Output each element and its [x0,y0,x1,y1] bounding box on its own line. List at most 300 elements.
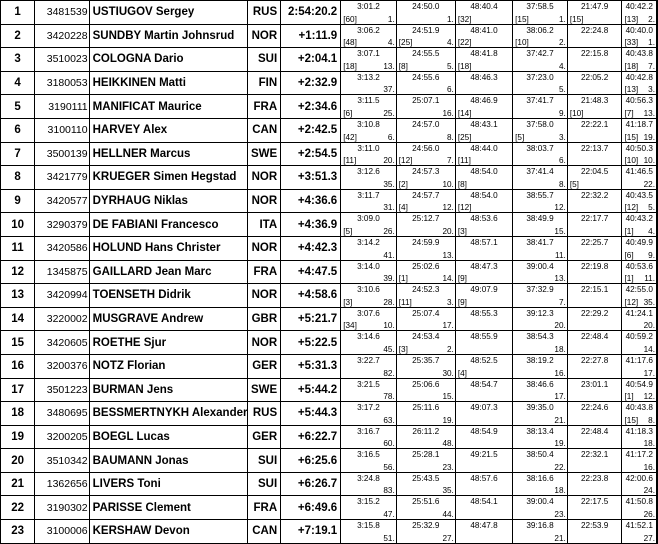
rank-cell: 11 [1,236,35,260]
athlete-name-cell: BESSMERTNYKH Alexander [89,402,248,426]
split-rank: 21. [554,415,566,425]
split-rank: 16. [643,462,655,472]
split-time: 38:13.4 [526,426,554,436]
split-time-cell [341,260,397,284]
empty-cell [657,24,658,48]
split-time: 38:16.6 [526,473,554,483]
athlete-name-cell: DE FABIANI Francesco [89,213,248,237]
split-rank: 2. [648,14,655,24]
rank-cell: 20 [1,449,35,473]
split-rank: 1. [446,14,454,24]
split-time: 40:43.8 [625,403,653,413]
split-time-cell [513,354,568,378]
athlete-name-cell: ROETHE Sjur [89,331,248,355]
split-bonus: [10] [515,38,529,48]
split-rank: 15. [554,226,566,236]
split-rank: 6. [558,156,566,166]
athlete-name-cell: GAILLARD Jean Marc [89,260,248,284]
split-time-cell [513,260,568,284]
split-time: 3:09.0 [357,214,380,224]
split-time-cell [622,236,657,260]
split-rank: 78. [383,392,395,402]
finish-time-cell: +3:51.3 [281,166,341,190]
empty-cell [657,142,658,166]
split-time: 37:41.4 [526,167,554,177]
empty-cell [657,402,658,426]
split-rank: 12. [442,203,454,213]
split-time-cell [396,213,455,237]
split-time-cell [622,213,657,237]
split-time-cell [567,189,622,213]
table-row [1,378,658,402]
split-time: 3:15.8 [357,521,380,531]
split-time-cell [567,307,622,331]
split-time-cell [567,213,622,237]
split-time-cell [341,236,397,260]
split-time-cell [396,166,455,190]
rank-cell: 2 [1,24,35,48]
split-bonus: [10] [569,108,584,118]
split-time: 24:57.0 [412,119,440,129]
split-rank: 30. [442,368,454,378]
split-time: 3:14.0 [357,261,380,271]
nation-cell: GER [248,425,281,449]
split-time: 48:43.1 [470,119,498,129]
split-rank: 26. [643,510,655,520]
split-time: 38:19.2 [526,355,554,365]
table-row [1,48,658,72]
split-time-cell [622,354,657,378]
split-bonus: [11] [398,297,412,307]
finish-time-cell: +6:25.6 [281,449,341,473]
split-time-cell [341,213,397,237]
finish-time-cell: +6:49.6 [281,496,341,520]
split-time-cell [341,425,397,449]
split-time-cell [396,95,455,119]
split-time-cell [396,260,455,284]
split-time: 24:55.6 [412,72,440,82]
split-rank: 19. [554,439,566,449]
split-bonus: [6] [624,250,634,260]
split-rank: 20. [554,321,566,331]
table-row [1,354,658,378]
fis-code-cell: 3420994 [35,284,89,308]
split-rank: 20. [442,226,454,236]
split-time: 26:11.2 [412,426,440,436]
split-time: 3:15.2 [357,497,380,507]
split-time-cell [455,260,512,284]
split-time: 40:49.9 [625,237,653,247]
split-time-cell [567,496,622,520]
split-rank: 31. [383,203,395,213]
empty-cell [657,425,658,449]
split-time: 37:58.0 [526,119,554,129]
split-time: 24:52.3 [412,285,440,295]
split-time: 22:29.2 [580,308,609,318]
split-bonus: [18] [457,61,472,71]
split-time: 37:42.7 [526,49,554,59]
nation-cell: SUI [248,449,281,473]
split-time: 38:55.7 [526,190,554,200]
split-time-cell [567,48,622,72]
split-time-cell [455,449,512,473]
fis-code-cell: 3290379 [35,213,89,237]
split-time: 25:02.6 [412,261,440,271]
nation-cell: NOR [248,236,281,260]
split-time: 22:17.7 [580,214,609,224]
nation-cell: NOR [248,166,281,190]
split-time: 42:00.6 [625,473,653,483]
split-time: 22:32.2 [580,190,609,200]
rank-cell: 6 [1,118,35,142]
split-time-cell [513,118,568,142]
table-row [1,425,658,449]
athlete-name-cell: USTIUGOV Sergey [89,1,248,25]
nation-cell: SWE [248,142,281,166]
split-time-cell [396,496,455,520]
split-time: 41:18.3 [625,426,653,436]
fis-code-cell: 3421779 [35,166,89,190]
split-time-cell [455,307,512,331]
split-rank: 35. [643,297,655,307]
split-time: 22:48.4 [580,332,609,342]
split-rank: 11. [555,250,566,260]
split-rank: 10. [383,321,395,331]
table-row [1,284,658,308]
split-bonus: [15] [569,14,584,24]
athlete-name-cell: MANIFICAT Maurice [89,95,248,119]
rank-cell: 4 [1,71,35,95]
split-time-cell [622,48,657,72]
split-time-cell [455,520,512,544]
fis-code-cell: 3180053 [35,71,89,95]
split-time: 25:32.9 [412,521,440,531]
finish-time-cell: 2:54:20.2 [281,1,341,25]
split-time-cell [396,402,455,426]
split-time-cell [396,449,455,473]
split-time-cell [341,1,397,25]
split-time: 48:41.0 [470,25,498,35]
split-time-cell [567,118,622,142]
split-time: 48:57.1 [470,237,498,247]
split-time: 22:25.7 [580,237,609,247]
split-rank: 13. [442,250,454,260]
split-time: 24:56.0 [412,143,440,153]
empty-cell [657,189,658,213]
split-bonus: [11] [457,156,471,166]
split-time: 24:53.4 [412,332,440,342]
split-bonus: [12] [624,297,639,307]
nation-cell: NOR [248,189,281,213]
athlete-name-cell: BURMAN Jens [89,378,248,402]
finish-time-cell: +5:31.3 [281,354,341,378]
split-time-cell [455,71,512,95]
table-row [1,331,658,355]
split-time-cell [341,520,397,544]
athlete-name-cell: SUNDBY Martin Johnsrud [89,24,248,48]
nation-cell: RUS [248,402,281,426]
split-rank: 16. [442,108,454,118]
split-rank: 48. [442,439,454,449]
athlete-name-cell: COLOGNA Dario [89,48,248,72]
split-time-cell [622,425,657,449]
rank-cell: 14 [1,307,35,331]
table-row [1,213,658,237]
rank-cell: 8 [1,166,35,190]
split-bonus: [60] [343,14,357,24]
split-time-cell [341,472,397,496]
finish-time-cell: +2:54.5 [281,142,341,166]
split-time: 25:51.6 [412,497,440,507]
split-bonus: [15] [624,132,639,142]
split-time-cell [622,142,657,166]
split-rank: 6. [387,132,395,142]
split-bonus: [9] [457,297,467,307]
split-time-cell [513,95,568,119]
split-rank: 18. [643,439,655,449]
split-time: 37:58.5 [526,2,554,11]
split-time: 49:07.9 [470,285,498,295]
split-time: 41:50.8 [625,497,653,507]
split-bonus: [12] [624,203,639,213]
empty-cell [657,1,658,25]
split-time: 24:59.9 [412,237,440,247]
table-row [1,260,658,284]
split-time: 48:47.3 [470,261,498,271]
split-time-cell [341,95,397,119]
rank-cell: 17 [1,378,35,402]
split-bonus: [10] [624,156,639,166]
split-time-cell [622,95,657,119]
athlete-name-cell: NOTZ Florian [89,354,248,378]
split-time: 3:16.7 [357,426,380,436]
split-time-cell [396,425,455,449]
split-rank: 28. [383,297,395,307]
split-time-cell [513,331,568,355]
split-time: 3:22.7 [357,355,380,365]
split-time-cell [513,307,568,331]
split-time-cell [455,48,512,72]
split-time: 38:50.4 [526,450,554,460]
split-rank: 2. [558,38,566,48]
split-time: 25:12.7 [412,214,440,224]
table-row [1,142,658,166]
fis-code-cell: 3510023 [35,48,89,72]
finish-time-cell: +4:36.6 [281,189,341,213]
split-rank: 24. [643,486,655,496]
split-rank: 13. [554,274,566,284]
split-rank: 19. [442,415,454,425]
split-bonus: [8] [398,61,408,71]
split-rank: 1. [648,38,655,48]
split-rank: 8. [446,132,454,142]
split-time: 3:13.2 [357,72,380,82]
split-time: 24:50.0 [412,2,440,11]
split-time-cell [513,449,568,473]
split-time: 40:59.2 [625,332,653,342]
finish-time-cell: +5:21.7 [281,307,341,331]
split-time: 39:16.8 [526,521,554,531]
split-bonus: [6] [343,108,353,118]
split-bonus: [8] [457,179,467,189]
split-time-cell [341,331,397,355]
split-time-cell [622,378,657,402]
nation-cell: NOR [248,331,281,355]
split-rank: 17. [554,392,566,402]
split-time: 23:01.1 [580,379,609,389]
split-time-cell [513,520,568,544]
split-time-cell [513,71,568,95]
fis-code-cell: 3510342 [35,449,89,473]
fis-code-cell: 3190111 [35,95,89,119]
split-bonus: [15] [624,415,639,425]
split-time: 48:40.4 [470,2,498,11]
empty-cell [657,378,658,402]
empty-cell [657,284,658,308]
fis-code-cell: 1362656 [35,472,89,496]
split-time-cell [455,166,512,190]
split-time-cell [341,496,397,520]
nation-cell: GER [248,354,281,378]
athlete-name-cell: MUSGRAVE Andrew [89,307,248,331]
split-time: 25:06.6 [412,379,440,389]
split-rank: 18. [554,344,566,354]
empty-cell [657,71,658,95]
split-time: 22:17.5 [580,497,609,507]
split-time-cell [396,307,455,331]
split-time-cell [622,284,657,308]
split-bonus: [3] [398,344,408,354]
split-time: 25:43.5 [412,473,440,483]
finish-time-cell: +5:44.2 [281,378,341,402]
finish-time-cell: +4:36.9 [281,213,341,237]
split-bonus: [25] [398,38,413,48]
split-time-cell [513,142,568,166]
split-rank: 27. [643,533,655,543]
split-bonus: [1] [624,226,634,236]
split-bonus: [1] [624,392,634,402]
split-rank: 35. [383,179,395,189]
split-time-cell [396,472,455,496]
nation-cell: FRA [248,496,281,520]
split-time: 38:03.7 [526,143,554,153]
finish-time-cell: +6:26.7 [281,472,341,496]
split-time: 48:54.0 [470,190,498,200]
split-rank: 17. [442,321,454,331]
split-time: 3:17.2 [357,403,380,413]
split-time-cell [622,24,657,48]
split-time: 21:48.3 [580,96,609,106]
fis-code-cell: 3420605 [35,331,89,355]
split-rank: 39. [383,274,395,284]
split-bonus: [32] [457,14,472,24]
split-time-cell [396,284,455,308]
split-time-cell [622,189,657,213]
finish-time-cell: +2:42.5 [281,118,341,142]
split-rank: 3. [558,132,566,142]
split-time: 22:32.1 [580,450,609,460]
split-time-cell [622,1,657,25]
split-rank: 27. [442,533,454,543]
empty-cell [657,496,658,520]
split-rank: 60. [383,439,395,449]
split-bonus: [42] [343,132,357,142]
split-time-cell [396,24,455,48]
split-time: 3:12.6 [357,167,380,177]
table-row [1,118,658,142]
split-time-cell [455,24,512,48]
split-time-cell [341,449,397,473]
nation-cell: FRA [248,95,281,119]
split-time-cell [513,425,568,449]
athlete-name-cell: TOENSETH Didrik [89,284,248,308]
split-time-cell [567,378,622,402]
split-time: 48:47.8 [470,521,498,531]
split-rank: 7. [558,297,566,307]
split-time-cell [513,189,568,213]
split-time-cell [455,95,512,119]
finish-time-cell: +7:19.1 [281,520,341,544]
split-rank: 13. [643,108,655,118]
athlete-name-cell: HELLNER Marcus [89,142,248,166]
split-bonus: [15] [515,14,529,24]
table-row [1,189,658,213]
athlete-name-cell: LIVERS Toni [89,472,248,496]
split-rank: 22. [643,179,655,189]
table-row [1,71,658,95]
split-bonus: [33] [624,38,639,48]
split-time-cell [513,1,568,25]
split-bonus: [13] [624,85,639,95]
fis-code-cell: 3100110 [35,118,89,142]
split-bonus: [11] [343,156,357,166]
split-time-cell [567,331,622,355]
split-time: 41:46.5 [625,167,653,177]
split-bonus: [1] [624,274,634,284]
split-time: 25:35.7 [412,355,440,365]
split-rank: 23. [554,510,566,520]
finish-time-cell: +2:04.1 [281,48,341,72]
split-time: 49:07.3 [470,403,498,413]
finish-time-cell: +2:32.9 [281,71,341,95]
split-time-cell [341,142,397,166]
split-time-cell [455,496,512,520]
athlete-name-cell: HOLUND Hans Christer [89,236,248,260]
split-time-cell [567,284,622,308]
table-row [1,496,658,520]
split-bonus: [5] [343,226,353,236]
split-rank: 1. [387,14,395,24]
split-rank: 83. [383,486,395,496]
split-rank: 41. [383,250,395,260]
athlete-name-cell: BOEGL Lucas [89,425,248,449]
nation-cell: NOR [248,24,281,48]
split-time: 40:54.9 [625,379,653,389]
split-time-cell [396,354,455,378]
split-time: 48:46.3 [470,72,498,82]
athlete-name-cell: PARISSE Clement [89,496,248,520]
split-bonus: [3] [457,226,467,236]
results-body [1,1,658,544]
split-time: 40:43.8 [625,49,653,59]
split-rank: 14. [442,274,454,284]
fis-code-cell: 3501223 [35,378,89,402]
split-time-cell [341,354,397,378]
empty-cell [657,449,658,473]
split-rank: 9. [558,108,566,118]
split-time: 38:06.2 [526,25,554,35]
split-time-cell [567,260,622,284]
